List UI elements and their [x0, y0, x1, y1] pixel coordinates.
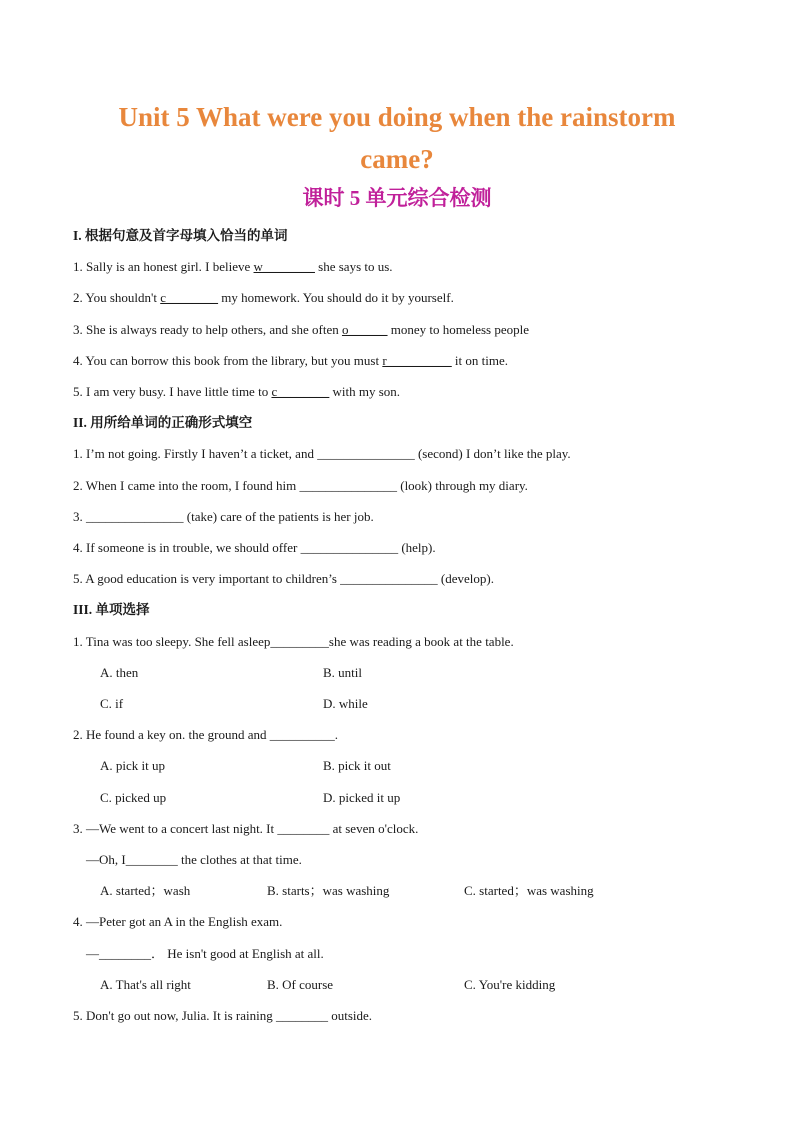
q1-option-d: D. while — [323, 696, 368, 711]
title-line-1: Unit 5 What were you doing when the rainstorm — [118, 102, 676, 132]
s1-item-2-pre: 2. You shouldn't — [73, 290, 161, 305]
q2-option-a: A. pick it up — [100, 758, 165, 773]
s1-item-4-blank: r__________ — [382, 353, 452, 368]
q1-option-c: C. if — [100, 696, 124, 711]
s1-item-1 — [73, 257, 393, 277]
subtitle: 课时 5 单元综合检测 — [302, 186, 492, 210]
s1-item-5 — [73, 382, 400, 402]
s1-item-5-pre: 5. I am very busy. I have little time to — [73, 384, 272, 399]
q3-stem-2: —Oh, I________ the clothes at that time. — [86, 852, 302, 867]
q3-option-a: A. started；wash — [100, 883, 191, 898]
q2-option-b: B. pick it out — [323, 758, 391, 773]
q2-option-d: D. picked it up — [323, 790, 401, 805]
s1-item-3-post: money to homeless people — [387, 322, 529, 337]
q2-stem: 2. He found a key on. the ground and __________. — [73, 727, 339, 742]
q1-option-b: B. until — [323, 665, 363, 680]
s1-item-4 — [73, 351, 508, 371]
s2-item-1: 1. I’m not going. Firstly I haven’t a ticket, and _______________ (second) I don’t like the play. — [73, 446, 571, 461]
q4-stem-2: —________． He isn't good at English at all. — [86, 946, 324, 961]
section-1-heading: I. 根据句意及首字母填入恰当的单词 — [73, 228, 288, 243]
q3-option-c: C. started；was washing — [464, 883, 594, 898]
s1-item-2 — [73, 288, 454, 308]
s1-item-2-blank: c________ — [160, 290, 219, 305]
s2-item-4: 4. If someone is in trouble, we should offer _______________ (help). — [73, 540, 436, 555]
s1-item-5-blank: c________ — [271, 384, 330, 399]
s1-item-1-pre: 1. Sally is an honest girl. I believe — [73, 259, 254, 274]
s1-item-2-post: my homework. You should do it by yourself. — [218, 290, 454, 305]
q3-stem-1: 3. —We went to a concert last night. It ________ at seven o'clock. — [73, 821, 419, 836]
q1-option-a: A. then — [100, 665, 139, 680]
section-3-heading: III. 单项选择 — [73, 602, 150, 617]
s1-item-4-pre: 4. You can borrow this book from the library, but you must — [73, 353, 383, 368]
q4-option-b: B. Of course — [267, 977, 334, 992]
q4-stem-1: 4. —Peter got an A in the English exam. — [73, 914, 283, 929]
s1-item-3 — [73, 320, 529, 340]
q1-stem: 1. Tina was too sleepy. She fell asleep_________she was reading a book at the table. — [73, 634, 514, 649]
s2-item-3: 3. _______________ (take) care of the patients is her job. — [73, 509, 374, 524]
s1-item-3-blank: o______ — [341, 322, 388, 337]
s1-item-3-pre: 3. She is always ready to help others, and she often — [73, 322, 342, 337]
q4-option-a: A. That's all right — [100, 977, 191, 992]
section-2-heading: II. 用所给单词的正确形式填空 — [73, 415, 253, 430]
s1-item-1-post: she says to us. — [314, 259, 393, 274]
q5-stem: 5. Don't go out now, Julia. It is raining ________ outside. — [73, 1008, 373, 1023]
s1-item-5-post: with my son. — [329, 384, 401, 399]
s2-item-5: 5. A good education is very important to children’s _______________ (develop). — [73, 571, 494, 586]
s1-item-1-blank: w________ — [253, 259, 315, 274]
title-line-2: came? — [360, 144, 434, 174]
q3-option-b: B. starts；was washing — [267, 883, 390, 898]
q4-option-c: C. You're kidding — [464, 977, 556, 992]
s1-item-4-post: it on time. — [451, 353, 509, 368]
q2-option-c: C. picked up — [100, 790, 167, 805]
s2-item-2: 2. When I came into the room, I found him _______________ (look) through my diary. — [73, 478, 528, 493]
